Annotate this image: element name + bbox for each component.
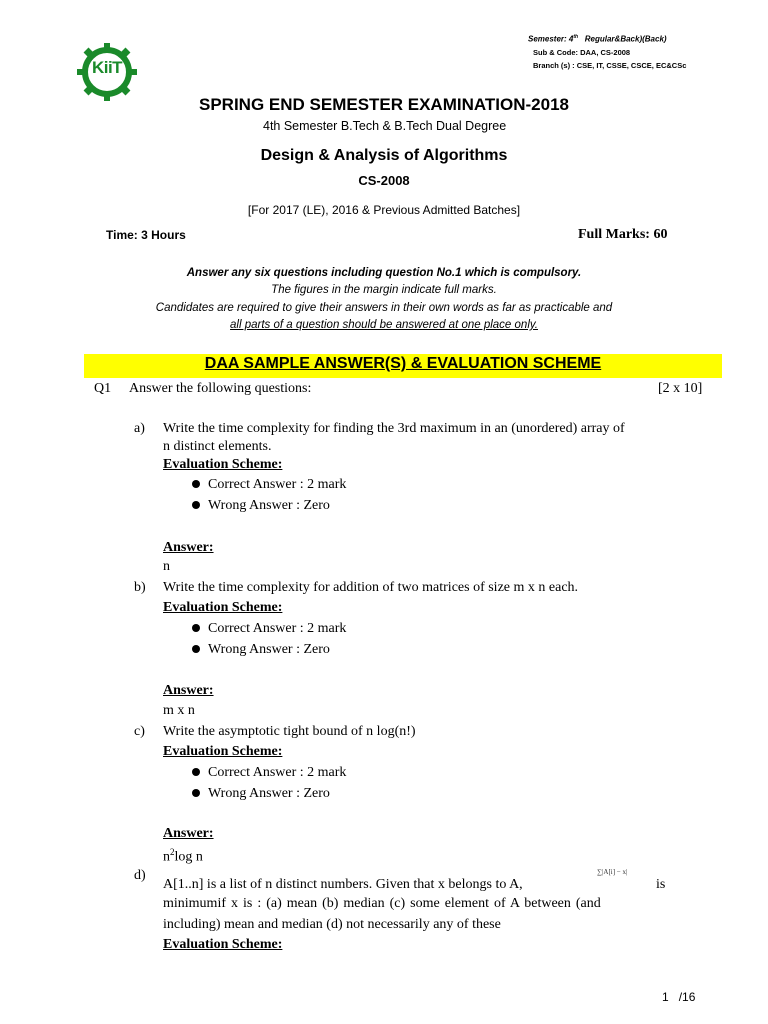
part-d-formula: ∑|A[i] − x|: [597, 868, 628, 876]
part-a-question-2: n distinct elements.: [163, 439, 272, 454]
time-label: Time: 3 Hours: [106, 228, 186, 242]
part-d-label: d): [134, 868, 146, 883]
bullet-icon: [192, 624, 200, 632]
part-a-wrong: Wrong Answer : Zero: [192, 498, 330, 514]
part-c-eval-heading: Evaluation Scheme:: [163, 744, 283, 759]
bullet-icon: [192, 789, 200, 797]
part-c-answer: $n^2\log$ n: [163, 847, 203, 865]
instruction-line-4: all parts of a question should be answered at one place only.: [230, 319, 538, 331]
batches-line: [For 2017 (LE), 2016 & Previous Admitted Batches]: [247, 203, 521, 217]
bullet-icon: [192, 768, 200, 776]
part-d-eval-heading: Evaluation Scheme:: [163, 937, 283, 952]
part-a-eval-heading: Evaluation Scheme:: [163, 457, 283, 472]
sub-code-line: Sub & Code: DAA, CS-2008: [533, 48, 631, 57]
bullet-icon: [192, 501, 200, 509]
part-a-answer: n: [163, 559, 170, 574]
q1-marks: [2 x 10]: [658, 381, 703, 396]
part-c-label: c): [134, 724, 145, 739]
instruction-line-1: Answer any six questions including question No.1 which is compulsory.: [186, 267, 582, 279]
part-b-question: Write the time complexity for addition of two matrices of size m x n each.: [163, 580, 579, 595]
part-c-wrong: Wrong Answer : Zero: [192, 786, 330, 802]
answer-scheme-banner: [84, 354, 722, 378]
part-b-wrong: Wrong Answer : Zero: [192, 642, 330, 658]
full-marks-label: Full Marks: 60: [578, 227, 668, 242]
part-c-correct: Correct Answer : 2 mark: [192, 765, 346, 781]
logo-text: KiiT: [91, 58, 123, 77]
part-a-question-1: Write the time complexity for finding the 3rd maximum in an (unordered) array of: [163, 421, 625, 436]
part-d-question-2: minimumif x is : (a) mean (b) median (c) some element of A between (and: [163, 896, 601, 911]
bullet-icon: [192, 645, 200, 653]
part-b-answer: m x n: [163, 703, 195, 718]
instruction-line-2: The figures in the margin indicate full marks.: [271, 284, 497, 296]
branch-line: Branch (s) : CSE, IT, CSSE, CSCE, EC&CSc: [533, 61, 687, 70]
part-a-correct: Correct Answer : 2 mark: [192, 477, 346, 493]
part-c-question: Write the asymptotic tight bound of n log(n!): [163, 724, 416, 739]
part-a-label: a): [134, 421, 145, 436]
exam-subtitle: 4th Semester B.Tech & B.Tech Dual Degree: [263, 119, 507, 133]
banner-title: DAA SAMPLE ANSWER(S) & EVALUATION SCHEME: [204, 355, 602, 372]
part-c-answer-heading: Answer:: [163, 826, 214, 841]
part-b-answer-heading: Answer:: [163, 683, 214, 698]
part-b-label: b): [134, 580, 146, 595]
part-d-question-1b: is: [656, 877, 666, 892]
course-code: CS-2008: [358, 173, 410, 188]
instruction-line-3: Candidates are required to give their answers in their own words as far as practicable and: [155, 302, 613, 314]
part-b-correct: Correct Answer : 2 mark: [192, 621, 346, 637]
q1-number: Q1: [94, 381, 112, 396]
q1-text: Answer the following questions:: [129, 381, 312, 396]
course-title: Design & Analysis of Algorithms: [260, 147, 508, 164]
kiit-logo: [74, 40, 140, 102]
page-number: 1 /16: [662, 990, 696, 1004]
semester-line: Semester: 4th Regular&Back)(Back): [528, 34, 667, 44]
part-d-question-1a: A[1..n] is a list of n distinct numbers. Given that x belongs to A,: [163, 877, 523, 892]
part-b-eval-heading: Evaluation Scheme:: [163, 600, 283, 615]
part-d-question-3: including) mean and median (d) not necessarily any of these: [163, 917, 501, 932]
exam-title: SPRING END SEMESTER EXAMINATION-2018: [199, 95, 569, 114]
part-a-answer-heading: Answer:: [163, 540, 214, 555]
bullet-icon: [192, 480, 200, 488]
